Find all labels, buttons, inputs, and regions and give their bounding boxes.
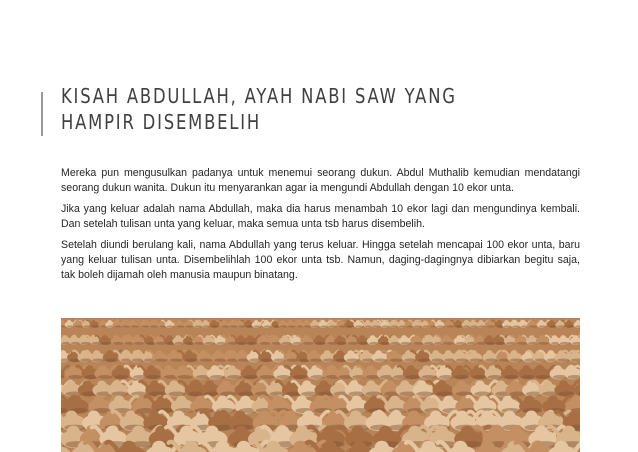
- title-line-2: HAMPIR DISEMBELIH: [61, 110, 262, 134]
- paragraph-1: Mereka pun mengusulkan padanya untuk menemui seorang dukun. Abdul Muthalib kemudian mendatangi seorang dukun wanita. Dukun itu menyarankan agar ia mengundi Abdullah dengan 10 ekor unta.: [61, 167, 580, 194]
- paragraph-2: Jika yang keluar adalah nama Abdullah, maka dia harus menambah 10 ekor lagi dan mengundinya kembali. Dan setelah tulisan unta yang keluar, maka semua unta tsb harus disembelih.: [61, 203, 580, 230]
- camel-herd-photo: [61, 318, 580, 452]
- title-line-1: KISAH ABDULLAH, AYAH NABI SAW YANG: [61, 84, 457, 108]
- slide-body: [61, 166, 580, 289]
- title-accent-bar: [41, 92, 43, 136]
- paragraph-3: Setelah diundi berulang kali, nama Abdullah yang terus keluar. Hingga setelah mencapai 100 ekor unta, baru yang keluar tulisan unta. Disembelihlah 100 ekor unta tsb. Namun, daging-dagingnya dibiarkan begitu saja, tak boleh dijamah oleh manusia maupun binatang.: [61, 239, 580, 281]
- slide-title: [61, 83, 504, 135]
- camel-herd-image: [61, 318, 580, 452]
